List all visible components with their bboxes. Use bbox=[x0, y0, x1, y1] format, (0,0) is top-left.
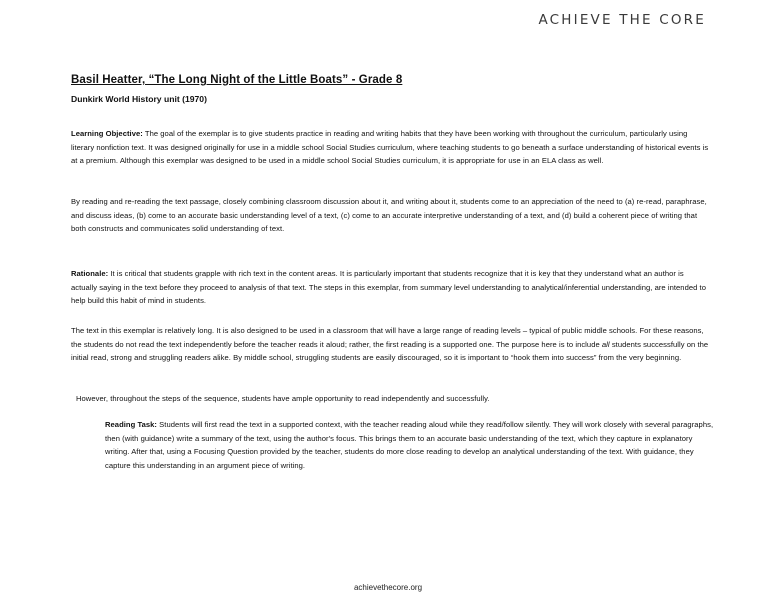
reading-approach-paragraph: By reading and re-reading the text passage, closely combining classroom discussion about it, and writing about it, students come to an appreciation of the need to (a) re-read, paraphrase, and discuss ideas, (b) come to an accurate basic understanding level of a text, (c) come to an accurate interpretive understanding of a text, and (d) build a coherent piece of writing that both constructs and communicates solid understanding of text. bbox=[71, 197, 707, 233]
learning-objective-paragraph bbox=[71, 127, 711, 168]
text-length-paragraph bbox=[71, 324, 711, 365]
learning-objective-label: Learning Objective: bbox=[71, 129, 143, 138]
footer-url: achievethecore.org bbox=[353, 583, 423, 592]
independent-reading-paragraph: However, throughout the steps of the sequence, students have ample opportunity to read independently and successfully. bbox=[76, 394, 490, 403]
learning-objective-text: The goal of the exemplar is to give students practice in reading and writing habits that they have been working with throughout the curriculum, particularly using literary nonfiction text. It was designed originally for use in a middle school Social Studies curriculum, where teaching students to go beneath a surface understanding of historical events is at a premium. Although this exemplar was designed to be used in a middle school Social Studies curriculum, it is appropriate for use in an ELA class as well. bbox=[71, 129, 709, 165]
reading-task-label: Reading Task: bbox=[105, 420, 157, 429]
reading-task-text: Students will first read the text in a supported context, with the teacher reading aloud while they read/follow silently. They will work closely with several paragraphs, then (with guidance) write a summary of the text, using the author's focus. This brings them to an accurate basic understanding of the text, which they capture in explanatory writing. After that, using a Focusing Question provided by the teacher, students do more close reading to develop an analytical understanding of the text. With guidance, they capture this understanding in an argument piece of writing. bbox=[105, 420, 714, 470]
rationale-text: It is critical that students grapple with rich text in the content areas. It is particularly important that students recognize that it is key that they understand what an author is actually saying in the text before they proceed to analysis of that text. The steps in this exemplar, from summary level understanding to analytical/inferential understanding, are intended to help build this habit of mind in students. bbox=[71, 269, 706, 305]
text-length-after: students successfully on the initial read, strong and struggling readers alike. By middle school, struggling students are easily discouraged, so it is important to “hook them into success” from the very beginning. bbox=[71, 339, 709, 362]
rationale-paragraph bbox=[71, 267, 711, 308]
brand-logo-text: ACHIEVE THE CORE bbox=[538, 12, 706, 28]
text-length-emphasis: all bbox=[601, 339, 610, 349]
document-subtitle: Dunkirk World History unit (1970) bbox=[71, 94, 207, 104]
rationale-label: Rationale: bbox=[71, 269, 109, 278]
text-length-before: The text in this exemplar is relatively long. It is also designed to be used in a classroom that will have a large range of reading levels – typical of public middle schools. For these reasons, the students do not read the text independently before the teacher reads it aloud; rather, the first reading is a supported one. The purpose here is to include bbox=[71, 326, 704, 349]
document-title: Basil Heatter, “The Long Night of the Little Boats” - Grade 8 bbox=[71, 74, 403, 86]
reading-task-paragraph bbox=[105, 418, 715, 472]
